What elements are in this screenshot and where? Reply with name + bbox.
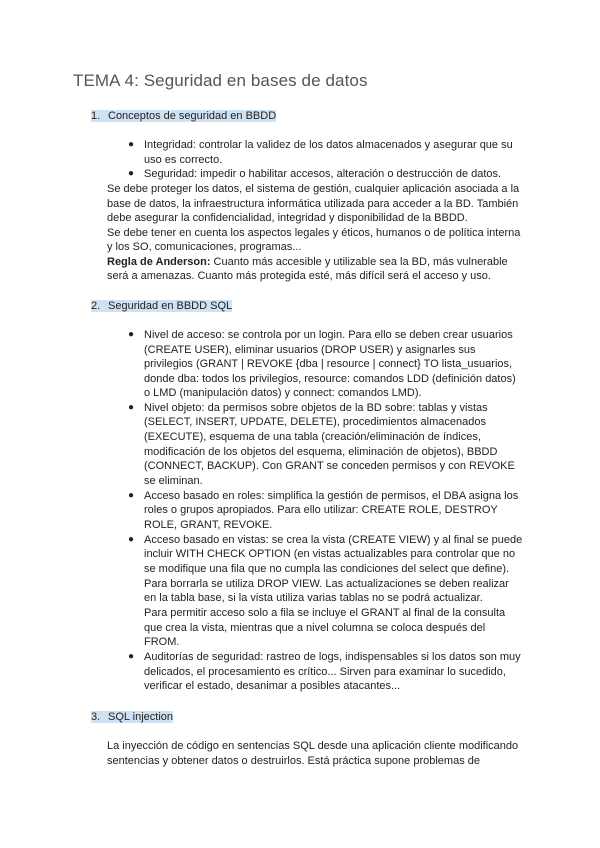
- paragraph-line: Se debe tener en cuenta los aspectos legales y éticos, humanos o de política interna: [107, 227, 521, 239]
- bullet-dot: ●: [128, 168, 135, 179]
- paragraph-line: sentencias y obtener datos o destruirlos. Está práctica supone problemas de: [107, 755, 480, 767]
- list-item-line: verificar el estado, desanimar a posibles atacantes...: [144, 680, 401, 692]
- list-item-line: roles o grupos apropiados. Para ello utilizar: CREATE ROLE, DESTROY: [144, 504, 498, 516]
- list-item-line: se eliminan.: [144, 475, 203, 487]
- paragraph-line: base de datos, la infraestructura informática utilizada para acceder a la BD. También: [107, 198, 519, 210]
- list-item-line: Para permitir acceso solo a fila se incluye el GRANT al final de la consulta: [144, 607, 506, 619]
- section-heading-1: [91, 108, 276, 124]
- list-item-line: ROLE, GRANT, REVOKE.: [144, 519, 273, 531]
- list-item-line: o LMD (manipulación datos) y connect: comandos LMD).: [144, 387, 422, 399]
- section-number: 3.: [91, 711, 101, 723]
- list-item-line: (CREATE USER), eliminar usuarios (DROP USER) y asignarles sus: [144, 344, 476, 356]
- section-heading-2: [91, 298, 232, 314]
- bullet-dot: ●: [128, 329, 135, 340]
- list-item-line: Auditorías de seguridad: rastreo de logs, indispensables si los datos son muy: [144, 651, 521, 663]
- list-item-line: Acceso basado en vistas: se crea la vista (CREATE VIEW) y al final se puede: [144, 534, 523, 546]
- section-number: 1.: [91, 110, 101, 122]
- list-item-line: se modifique una fila que no cumpla las condiciones del select que define).: [144, 563, 510, 575]
- list-item-line: uso es correcto.: [144, 154, 223, 166]
- list-item-line: delicados, el procesamiento es crítico... Sirven para examinar lo sucedido,: [144, 666, 506, 678]
- list-item-line: que crea la vista, mientras que a nivel columna se coloca después del: [144, 622, 486, 634]
- list-item-line: modificación de los objetos del esquema, eliminación de objetos), BBDD: [144, 446, 498, 458]
- bullet-dot: ●: [128, 534, 135, 545]
- paragraph-line: Se debe proteger los datos, el sistema de gestión, cualquier aplicación asociada a la: [107, 183, 520, 195]
- list-item-line: Nivel de acceso: se controla por un login. Para ello se deben crear usuarios: [144, 329, 513, 341]
- section-title: Conceptos de seguridad en BBDD: [108, 110, 277, 122]
- section-title: SQL injection: [108, 711, 174, 723]
- bullet-dot: ●: [128, 490, 135, 501]
- bullet-dot: ●: [128, 402, 135, 413]
- list-item-line: Integridad: controlar la validez de los datos almacenados y asegurar que su: [144, 139, 513, 151]
- paragraph-line: y los SO, comunicaciones, programas...: [107, 241, 302, 253]
- list-item-line: Nivel objeto: da permisos sobre objetos de la BD sobre: tablas y vistas: [144, 402, 488, 414]
- list-item-line: en la tabla base, si la vista utiliza varias tablas no se podrá actualizar.: [144, 592, 483, 604]
- list-item-line: donde dba: todos los privilegios, resource: comandos LDD (definición datos): [144, 373, 516, 385]
- list-item-line: Seguridad: impedir o habilitar accesos, alteración o destrucción de datos.: [144, 168, 502, 180]
- paragraph-line: debe asegurar la confidencialidad, integridad y disponibilidad de la BBDD.: [107, 212, 468, 224]
- section-heading-3: [91, 709, 173, 725]
- section-title: Seguridad en BBDD SQL: [108, 300, 233, 312]
- anderson-rule-text: Cuanto más accesible y utilizable sea la BD, más vulnerable: [210, 256, 508, 268]
- bullet-dot: ●: [128, 651, 135, 662]
- anderson-rule-label: Regla de Anderson:: [107, 256, 211, 268]
- section-number: 2.: [91, 300, 101, 312]
- list-item-line: incluir WITH CHECK OPTION (en vistas actualizables para controlar que no: [144, 548, 516, 560]
- bullet-dot: ●: [128, 139, 135, 150]
- list-item-line: privilegios (GRANT | REVOKE {dba | resource | connect} TO lista_usuarios,: [144, 358, 513, 370]
- list-item-line: Para borrarla se utiliza DROP VIEW. Las actualizaciones se deben realizar: [144, 578, 509, 590]
- page-title: TEMA 4: Seguridad en bases de datos: [73, 71, 368, 90]
- list-item-line: (CONNECT, BACKUP). Con GRANT se conceden permisos y con REVOKE: [144, 460, 515, 472]
- list-item-line: (EXECUTE), esquema de una tabla (creación/eliminación de índices,: [144, 431, 481, 443]
- paragraph-line: será a amenazas. Cuanto más protegida esté, más difícil será el acceso y uso.: [107, 270, 491, 282]
- list-item-line: (SELECT, INSERT, UPDATE, DELETE), procedimientos almacenados: [144, 416, 486, 428]
- paragraph-line: La inyección de código en sentencias SQL desde una aplicación cliente modificando: [107, 740, 519, 752]
- list-item-line: FROM.: [144, 636, 180, 648]
- list-item-line: Acceso basado en roles: simplifica la gestión de permisos, el DBA asigna los: [144, 490, 519, 502]
